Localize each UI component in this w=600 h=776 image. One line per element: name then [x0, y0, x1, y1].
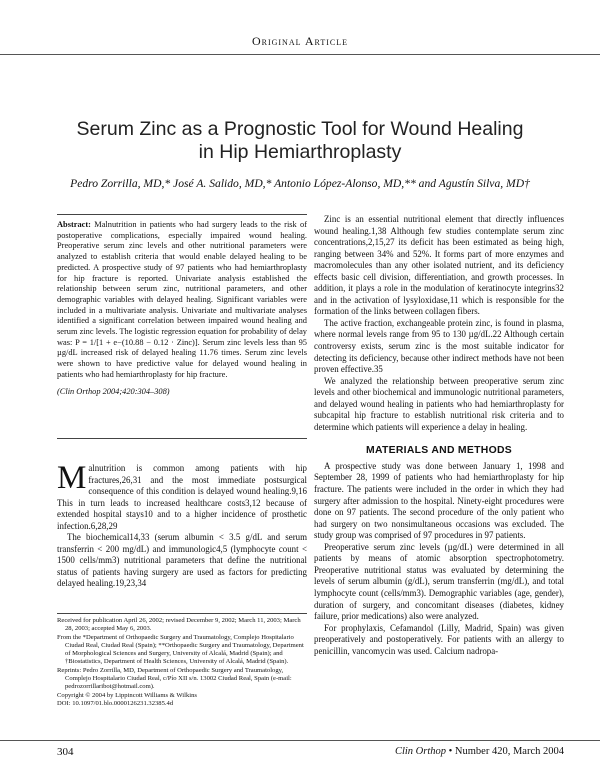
abstract-box [57, 214, 307, 439]
footnotes [57, 617, 307, 708]
journal-reference [395, 746, 564, 757]
article-title [40, 118, 560, 164]
journal-issue: • Number 420, March 2004 [448, 746, 564, 757]
section-label: Original Article [251, 34, 349, 48]
intro-paragraph [57, 460, 307, 532]
page-number: 304 [57, 746, 74, 758]
title-line-2: in Hip Hemiarthroplasty [198, 141, 402, 163]
methods-paragraph-3: For prophylaxis, Cefamandol (Lilly, Madrid, Spain) was given preoperatively and postoperatively. For patients with an allergy to penicillin, vancomycin was used. Calcium nadropa- [314, 622, 564, 656]
abstract-text: Malnutrition in patients who had surgery leads to the risk of postoperative complications, especially impaired wound healing. Preoperative serum zinc levels and other nutritional parameters were analyzed to establish criteria that would enable delayed healing to be predicted. A prospective study of 97 patients who had hemiarthroplasty for hip fracture is reported. Univariate analysis established the relationship between serum zinc, nutritional parameters, and other demographic variables with delayed healing. Significant variables were included in a multivariate analysis. Univariate and multivariate analyses identified a significant correlation between impaired wound healing and serum zinc levels. The logistic regression equation for probability of delay was: P = 1/[1 + e−(10.88 − 0.12 · Zinc)]. Serum zinc levels less than 95 µg/dL increased risk of delayed healing 11.76 times. Serum zinc levels were shown to have predictive value for delayed wound healing in patients who had hemiarthroplasty for hip fracture. [57, 220, 308, 379]
footnote-rule [57, 613, 307, 614]
biochemical-paragraph: The biochemical14,33 (serum albumin < 3.5 g/dL and serum transferrin < 200 mg/dL) and immunologic4,5 (lymphocyte count < 1500 cells/mm3) nutritional parameters that define the nutritional status of patients having surgery are used as factors for predicting delayed healing.19,23,34 [57, 532, 307, 589]
header-rule [0, 54, 600, 55]
footer-rule [0, 740, 600, 741]
footnote-doi: DOI: 10.1097/01.blo.0000126231.32385.4d [57, 699, 174, 707]
intro-text: alnutrition is common among patients with hip fractures,26,31 and the most immediate postsurgical consequence of this condition is delayed wound healing.9,16 This in turn leads to increased healthcare costs3,12 because of extended hospital stays10 and to a higher incidence of prosthetic infection.6,28,29 [57, 463, 307, 531]
analysis-paragraph: We analyzed the relationship between preoperative serum zinc levels and other biochemical and immunologic nutritional parameters, and delayed wound healing in patients who had hemiarthroplasty for subcapital hip fracture to establish nutritional risk criteria and to determine which patients will experience a delay in healing. [314, 375, 564, 432]
left-column-body [57, 460, 307, 590]
footnote-received: Received for publication April 26, 2002; revised December 9, 2002; March 11, 2003; March 28, 2003; accepted May 6, 2003. [57, 617, 301, 633]
abstract [57, 220, 307, 381]
footnote-affiliations: From the *Department of Orthopaedic Surgery and Traumatology, Complejo Hospitalario Ciudad Real, Ciudad Real (Spain); **Orthopaedic Surgery and Traumatology, Department of Morphological Sciences and Surgery, University of Alcalá, Madrid (Spain); and †Biostatistics, Department of Health Sciences, University of Alcalá, Madrid (Spain). [57, 633, 304, 666]
right-column-body [314, 214, 564, 657]
methods-paragraph-2: Preoperative serum zinc levels (µg/dL) were determined in all patients by means of atomic absorption spectrophotometry. Preoperative nutritional status was evaluated by determining the levels of serum albumin (g/dL), serum transferrin (mg/dL), and total lymphocyte count (cells/mm3). Demographic variables (age, gender), duration of surgery, and concomitant diseases (diabetes, kidney failure, prior medications) also were analyzed. [314, 541, 564, 622]
footnote-copyright: Copyright © 2004 by Lippincott Williams & Wilkins [57, 691, 197, 699]
methods-paragraph-1: A prospective study was done between January 1, 1998 and September 28, 1999 of patients who had hemiarthroplasty for hip fracture. The patients were included in the order in which they had surgery after admission to the hospital. Ninety-eight procedures were done on 97 patients. The second procedure of the only patient who had surgery on two nonsimultaneous occasions was excluded. The study group was comprised of 97 procedures in 97 patients. [314, 460, 564, 541]
title-line-1: Serum Zinc as a Prognostic Tool for Wound Healing [76, 118, 524, 140]
section-heading-methods: MATERIALS AND METHODS [366, 445, 512, 457]
abstract-citation: (Clin Orthop 2004;420:304–308) [57, 386, 170, 396]
journal-name: Clin Orthop [394, 746, 446, 757]
abstract-label: Abstract: [57, 220, 91, 229]
active-fraction-paragraph: The active fraction, exchangeable protein zinc, is found in plasma, where normal levels range from 95 to 130 µg/dL.22 Although certain controversy exists, serum zinc is the most suitable indicator for detecting its deficiency, because other indirect methods have not been proven effective.35 [314, 317, 564, 375]
dropcap-letter: M [57, 460, 87, 496]
footnote-reprints: Reprints: Pedro Zorrilla, MD, Department of Orthopaedic Surgery and Traumatology, Complejo Hospitalario Ciudad Real, c/Pío XII s/n. 13002 Ciudad Real, Spain (e-mail: pedrozorrillaribot@hotmail.com). [57, 666, 292, 691]
zinc-paragraph: Zinc is an essential nutritional element that directly influences wound healing.1,38 Although few studies contemplate serum zinc concentrations,2,15,27 its deficit has been estimated as being high, ranging between 34% and 52%. It forms part of more enzymes and macromolecules than any other isolated nutrient, and its deficiency effects basic cell division, differentiation, and growth processes. In addition, it plays a role in the modulation of keratinocyte integrins32 and in the activation of lysyloxidase,11 which is responsible for the formation of the links between collagen fibers. [314, 214, 564, 317]
author-list: Pedro Zorrilla, MD,* José A. Salido, MD,* Antonio López-Alonso, MD,** and Agustín Silva, MD† [70, 177, 530, 190]
